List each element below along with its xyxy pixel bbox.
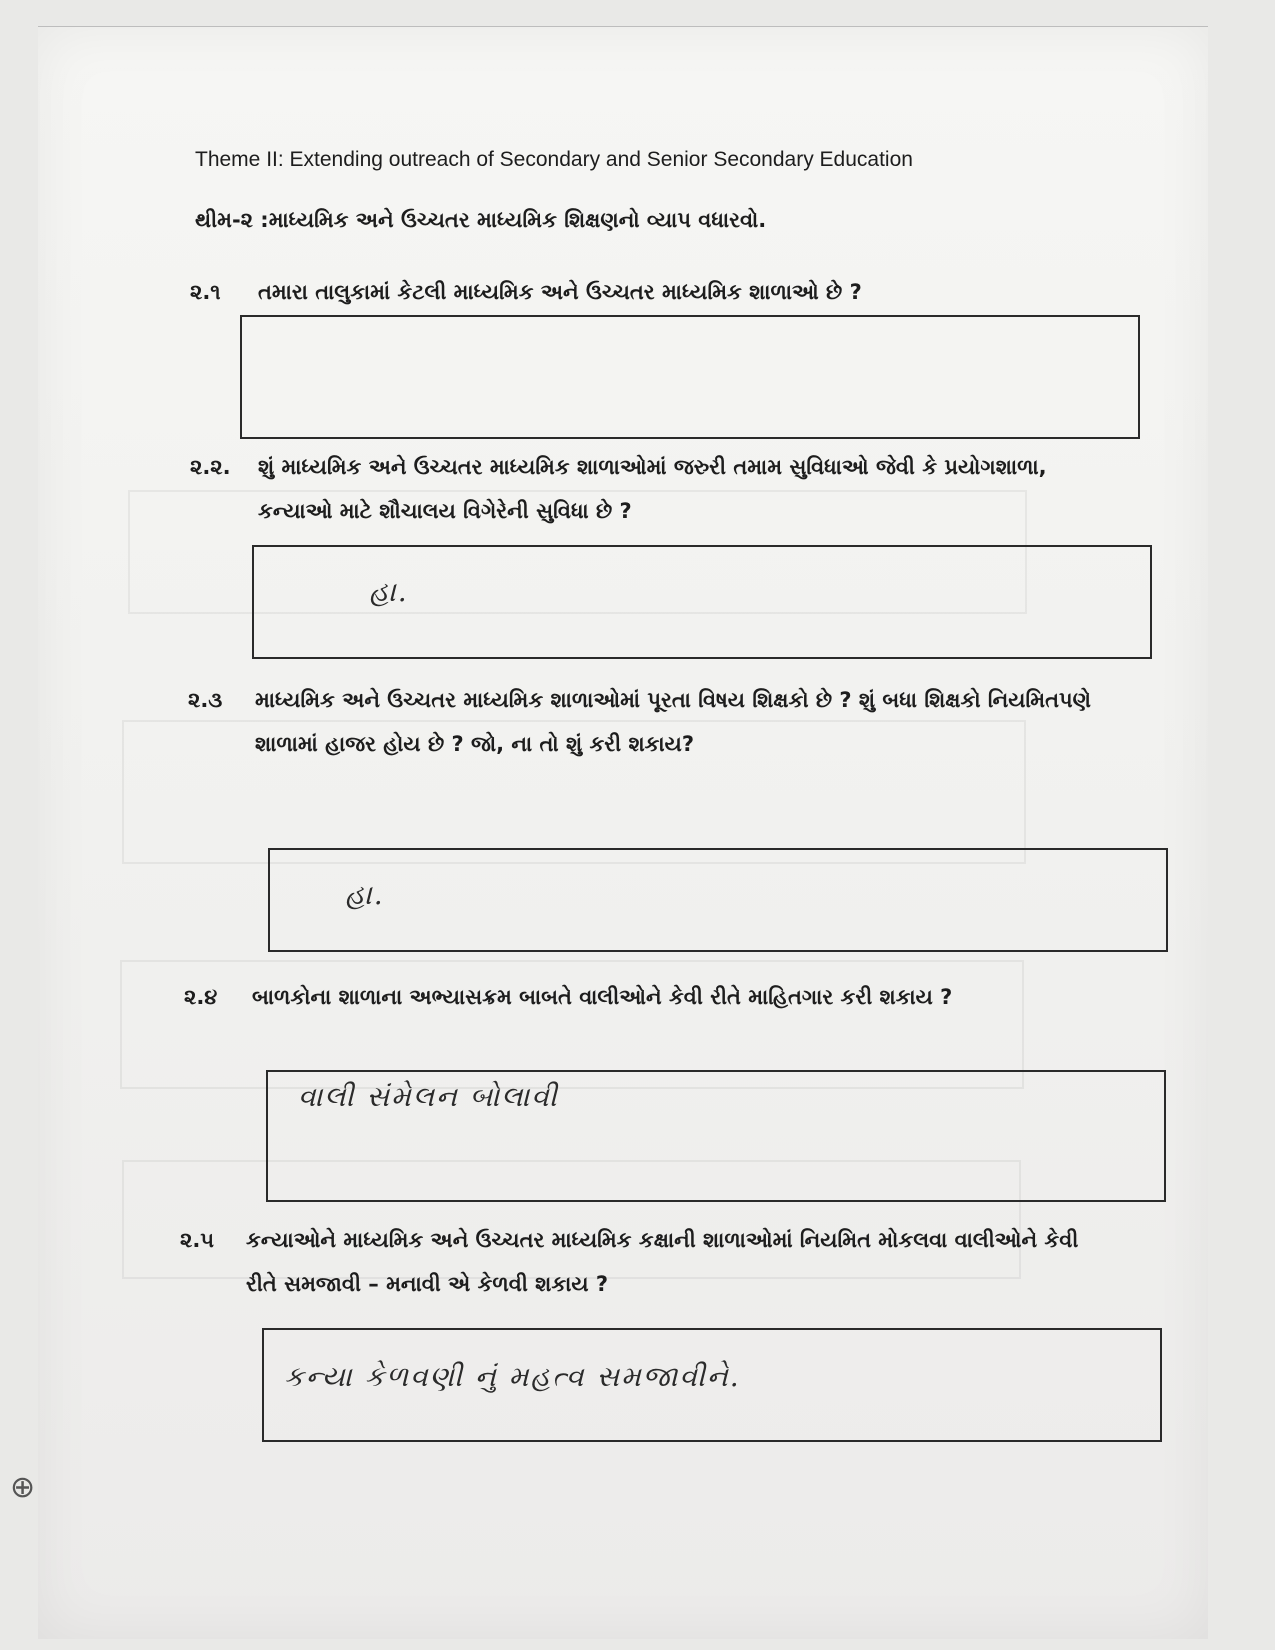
question-text: તમારા તાલુકામાં કેટલી માધ્યમિક અને ઉચ્ચતર માધ્યમિક શાળાઓ છે ? <box>258 280 862 304</box>
answer-box[interactable] <box>240 315 1140 439</box>
answer-text: કન્યા કેળવણી નું મહત્વ સમજાવીને. <box>284 1360 741 1393</box>
question-number: ૨.૫ <box>180 1228 215 1252</box>
answer-box[interactable] <box>252 545 1152 659</box>
answer-text: હા. <box>345 878 385 911</box>
question-text: શું માધ્યમિક અને ઉચ્ચતર માધ્યમિક શાળાઓમાં જરુરી તમામ સુવિધાઓ જેવી કે પ્રયોગશાળા, કન્યાઓ માટે શૌચાલય વિગેરેની સુવિધા છે ? <box>258 455 1047 523</box>
question-number: ૨.૨. <box>190 455 231 479</box>
answer-box[interactable] <box>268 848 1168 952</box>
answer-text: હા. <box>369 575 409 608</box>
answer-box[interactable] <box>262 1328 1162 1442</box>
margin-mark: ⊕ <box>10 1470 36 1505</box>
theme-title-english: Theme II: Extending outreach of Secondary and Senior Secondary Education <box>195 148 913 171</box>
question-number: ૨.૩ <box>188 688 223 712</box>
answer-text: વાલી સંમેલન બોલાવી <box>298 1080 559 1113</box>
answer-box[interactable] <box>266 1070 1166 1202</box>
question-text: માધ્યમિક અને ઉચ્ચતર માધ્યમિક શાળાઓમાં પૂરતા વિષય શિક્ષકો છે ? શું બધા શિક્ષકો નિયમિતપણે શાળામાં હાજર હોય છે ? જો, ના તો શું કરી શકાય? <box>255 688 1091 756</box>
theme-title-gujarati: થીમ-૨ :માધ્યમિક અને ઉચ્ચતર માધ્યમિક શિક્ષણનો વ્યાપ વધારવો. <box>195 208 767 232</box>
question-text: બાળકોના શાળાના અભ્યાસક્રમ બાબતે વાલીઓને કેવી રીતે માહિતગાર કરી શકાય ? <box>252 985 953 1009</box>
question-number: ૨.૪ <box>184 985 218 1009</box>
question-text: કન્યાઓને માધ્યમિક અને ઉચ્ચતર માધ્યમિક કક્ષાની શાળાઓમાં નિયમિત મોકલવા વાલીઓને કેવી રીતે સમજાવી – મનાવી એ કેળવી શકાય ? <box>246 1228 1079 1296</box>
question-number: ૨.૧ <box>190 280 221 304</box>
